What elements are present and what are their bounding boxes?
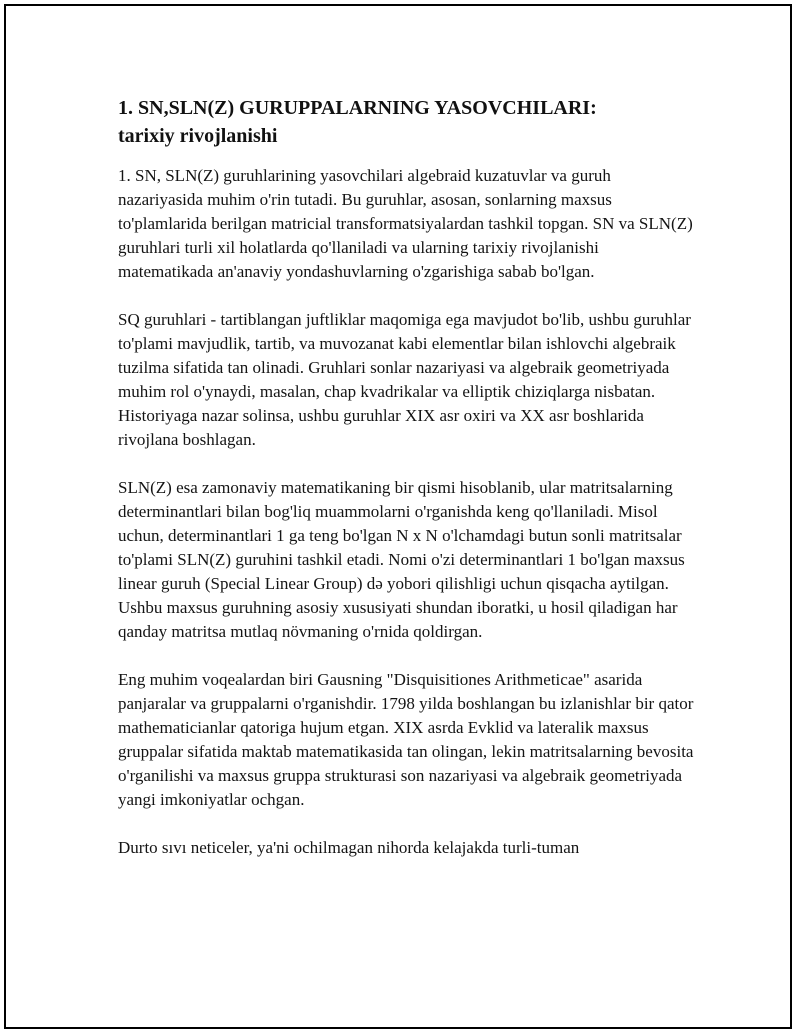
heading-line-1: 1. SN,SLN(Z) GURUPPALARNING YASOVCHILARI:	[118, 97, 597, 119]
document-heading	[118, 94, 698, 150]
paragraph-3: SLN(Z) esa zamonaviy matematikaning bir qismi hisoblanib, ular matritsalarning determinantlari bilan bog'liq muammolarni o'rganishda keng qo'llaniladi. Misol uchun, determinantlari 1 ga teng bo'lgan N x N o'lchamdagi butun sonli matritsalar to'plami SLN(Z) guruhini tashkil etadi. Nomi o'zi determinantlari 1 bo'lgan maxsus linear guruh (Special Linear Group) də yobori qilishligi uchun qisqacha aytilgan. Ushbu maxsus guruhning asosiy xususiyati shundan iboratki, u hosil qiladigan har qanday matritsa mutlaq növmaning o'rnida qoldirgan.	[118, 478, 685, 641]
paragraph-2: SQ guruhlari - tartiblangan juftliklar maqomiga ega mavjudot bo'lib, ushbu guruhlar to'plami mavjudlik, tartib, va muvozanat kabi elementlar bilan ishlovchi algebraik tuzilma sifatida tan olinadi. Gruhlari sonlar nazariyasi va algebraik geometriyada muhim rol o'ynaydi, masalan, chap kvadrikalar va elliptik chiziqlarga nisbatan. Historiyaga nazar solinsa, ushbu guruhlar XIX asr oxiri va XX asr boshlarida rivojlana boshlagan.	[118, 310, 691, 449]
paragraph-4: Eng muhim voqealardan biri Gausning "Disquisitiones Arithmeticae" asarida panjaralar va gruppalarni o'rganishdir. 1798 yilda boshlangan bu izlanishlar bir qator mathematicianlar qatoriga hujum etgan. XIX asrda Evklid va lateralik maxsus gruppalar sifatida maktab matematikasida tan olingan, lekin matritsalarning bevosita o'rganilishi va maxsus gruppa strukturasi son nazariyasi va algebraik geometriyada yangi imkoniyatlar ochgan.	[118, 670, 694, 809]
document-body	[118, 94, 698, 884]
heading-line-2: tarixiy rivojlanishi	[118, 125, 278, 147]
paragraph-5: Durto sıvı neticeler, ya'ni ochilmagan nihorda kelajakda turli-tuman	[118, 838, 580, 857]
paragraph-1: 1. SN, SLN(Z) guruhlarining yasovchilari algebraid kuzatuvlar va guruh nazariyasida muhim o'rin tutadi. Bu guruhlar, asosan, sonlarning maxsus to'plamlarida berilgan matricial transformatsiyalardan tashkil topgan. SN va SLN(Z) guruhlari turli xil holatlarda qo'llaniladi va ularning tarixiy rivojlanishi matematikada an'anaviy yondashuvlarning o'zgarishiga sabab bo'lgan.	[118, 166, 693, 281]
